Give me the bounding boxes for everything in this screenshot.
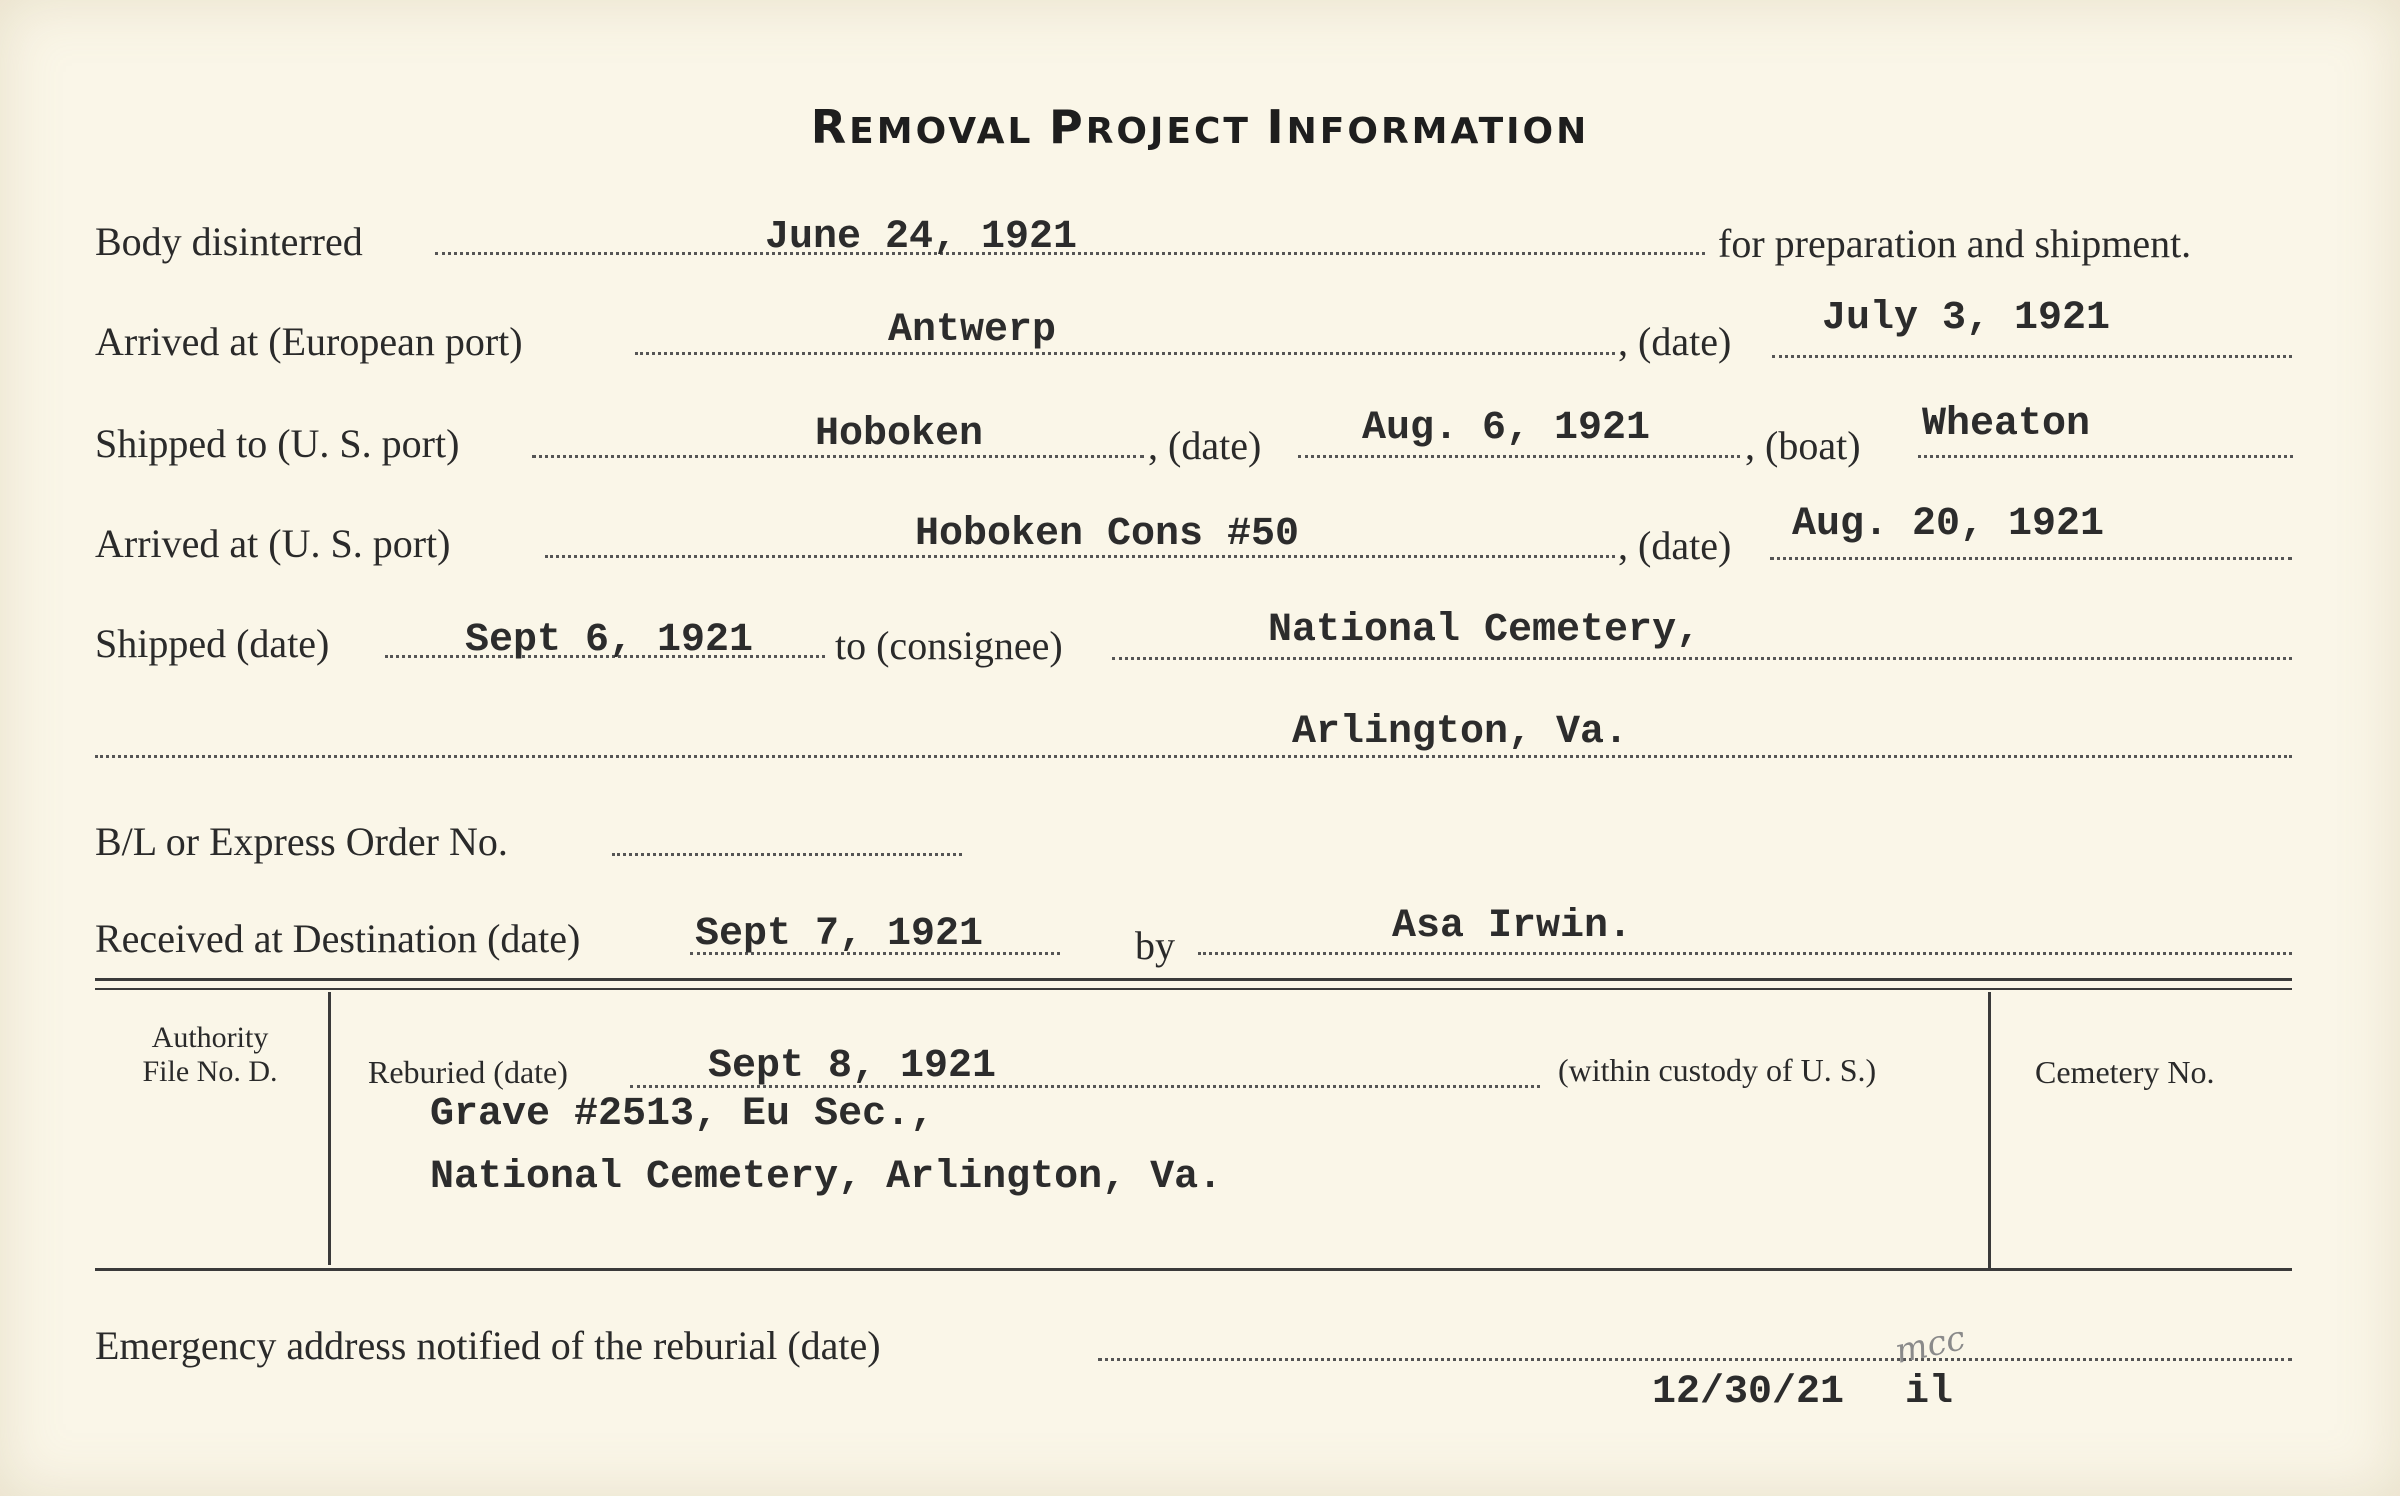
box-bottom-rule (95, 1268, 2292, 1271)
reburied-date-value: Sept 8, 1921 (708, 1044, 997, 1089)
file-no-label: File No. D. (142, 1055, 278, 1088)
received-by-line (1198, 952, 2292, 955)
us-port-arrived-label: Arrived at (U. S. port) (95, 521, 451, 566)
shipped-date-label: , (date) (1148, 423, 1262, 468)
custody-label: (within custody of U. S.) (1558, 1052, 1877, 1088)
european-date-value: July 3, 1921 (1822, 296, 2111, 341)
page-title (0, 100, 2400, 154)
us-port-arrived-value: Hoboken Cons #50 (915, 512, 1300, 557)
bl-express-label: B/L or Express Order No. (95, 819, 508, 864)
european-port-line (635, 352, 1615, 355)
consignee-label: to (consignee) (835, 623, 1063, 668)
consignee-value: National Cemetery, (1268, 608, 1701, 653)
boat-line (1918, 455, 2293, 458)
shipped-date-row-label: Shipped (date) (95, 621, 330, 666)
preparation-label: for preparation and shipment. (1718, 221, 2192, 266)
shipped-date-row-value: Sept 6, 1921 (465, 618, 754, 663)
body-disinterred-label: Body disinterred (95, 219, 363, 264)
received-date-value: Sept 7, 1921 (695, 912, 984, 957)
emergency-label: Emergency address notified of the reburial (date) (95, 1323, 881, 1368)
title-part: ROJECT (1085, 111, 1267, 152)
european-date-label: , (date) (1618, 319, 1732, 364)
double-rule-bottom (95, 988, 2292, 990)
consignee-line (1112, 657, 2292, 660)
arrived-date-value: Aug. 20, 1921 (1792, 502, 2105, 547)
emergency-initials: il (1905, 1370, 1954, 1415)
received-by-value: Asa Irwin. (1392, 904, 1633, 949)
cemetery-line: National Cemetery, Arlington, Va. (430, 1155, 1223, 1200)
arrived-date-line (1770, 557, 2292, 560)
grave-line: Grave #2513, Eu Sec., (430, 1092, 935, 1137)
cemetery-no-label: Cemetery No. (2035, 1054, 2215, 1090)
title-letter: P (1048, 100, 1086, 154)
title-letter: R (810, 100, 850, 154)
received-by-label: by (1135, 923, 1175, 968)
emergency-date-value: 12/30/21 (1652, 1370, 1845, 1415)
consignee-value-2: Arlington, Va. (1292, 710, 1629, 755)
received-destination-label: Received at Destination (date) (95, 916, 581, 961)
title-part: EMOVAL (849, 111, 1049, 152)
consignee-line-2 (95, 755, 2292, 758)
reburied-label: Reburied (date) (368, 1054, 568, 1090)
bl-express-line (612, 853, 962, 856)
arrived-date-label: , (date) (1618, 523, 1732, 568)
us-port-shipped-value: Hoboken (815, 412, 984, 457)
shipped-date-value: Aug. 6, 1921 (1362, 406, 1651, 451)
european-date-line (1772, 355, 2292, 358)
shipped-date-line (1298, 455, 1740, 458)
box-divider-left (328, 992, 331, 1265)
double-rule-top (95, 978, 2292, 981)
body-disinterred-date: June 24, 1921 (765, 215, 1078, 260)
title-part: NFORMATION (1286, 111, 1590, 152)
european-port-value: Antwerp (888, 308, 1057, 353)
box-divider-right (1988, 992, 1991, 1270)
boat-value: Wheaton (1922, 402, 2091, 447)
title-letter: I (1266, 100, 1287, 154)
european-port-label: Arrived at (European port) (95, 319, 523, 364)
authority-label: Authority (151, 1021, 269, 1054)
boat-label: , (boat) (1745, 423, 1861, 468)
handwritten-initials: mcc (1891, 1318, 1969, 1372)
emergency-line (1098, 1358, 2292, 1361)
us-port-shipped-label: Shipped to (U. S. port) (95, 421, 460, 466)
